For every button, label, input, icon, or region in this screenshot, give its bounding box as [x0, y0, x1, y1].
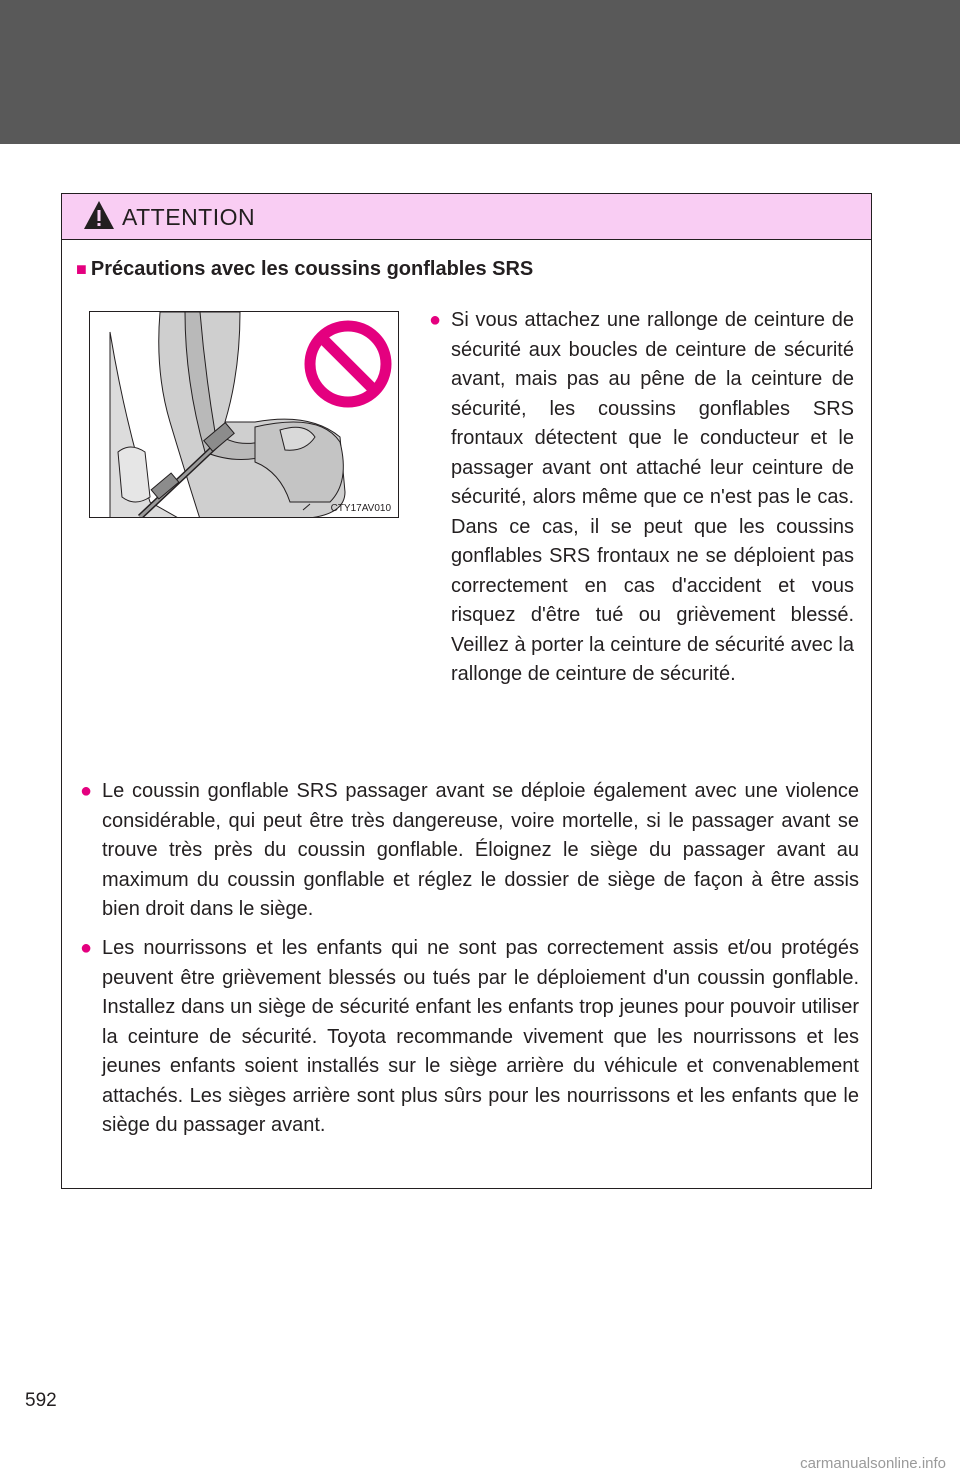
square-bullet-icon: ■: [76, 259, 87, 279]
round-bullet-icon: ●: [429, 309, 442, 331]
bullet-item: [80, 934, 859, 1141]
warning-box: [61, 193, 872, 1189]
watermark: carmanualsonline.info: [800, 1455, 946, 1472]
seatbelt-drawing: [90, 312, 399, 518]
bullet-text: Si vous attachez une rallonge de ceinture de sécurité aux boucles de ceinture de sécurité avant, mais pas au pêne de la ceinture de sécurité, les coussins gonflables SRS frontaux détectent que le conducteur et le passager avant ont attaché leur ceinture de sécurité, alors même que ce n'est pas le cas. Dans ce cas, il se peut que les coussins gonflables SRS frontaux ne se déploient pas correctement en cas d'accident et vous risquez d'être tué ou grièvement blessé. Veillez à porter la ceinture de sécurité avec la rallonge de ceinture de sécurité.: [451, 309, 854, 685]
bullet-item: [429, 306, 854, 690]
bullet-text: Les nourrissons et les enfants qui ne sont pas correctement assis et/ou protégés peuvent être grièvement blessés ou tués par le déploiement d'un coussin gonflable. Installez dans un siège de sécurité enfant les enfants trop jeunes pour pouvoir utiliser la ceinture de sécurité. Toyota recommande vivement que les nourrissons et les jeunes enfants soient installés sur le siège arrière du véhicule et convenablement attachés. Les sièges arrière sont plus sûrs pour les nourrissons et les enfants que le siège du passager avant.: [102, 937, 859, 1136]
page-number: 592: [25, 1390, 57, 1411]
warning-header: [62, 194, 871, 240]
prohibited-sign-icon: [310, 326, 386, 402]
warning-title: ATTENTION: [122, 204, 256, 230]
figure-code: CTY17AV010: [330, 503, 391, 514]
seatbelt-illustration: [89, 311, 399, 518]
section-title-text: Précautions avec les coussins gonflables SRS: [90, 258, 534, 280]
warning-triangle-icon: [82, 199, 116, 231]
section-title: [76, 258, 533, 281]
bullet-item: [80, 777, 859, 925]
round-bullet-icon: ●: [80, 937, 93, 959]
bullet-text: Le coussin gonflable SRS passager avant se déploie également avec une violence considérable, qui peut être très dangereuse, voire mortelle, si le passager avant se trouve très près du coussin gonflable. Éloignez le siège du passager avant au maximum du coussin gonflable et réglez le dossier de siège de façon à être assis bien droit dans le siège.: [102, 780, 859, 920]
round-bullet-icon: ●: [80, 780, 93, 802]
top-band: [0, 0, 960, 144]
